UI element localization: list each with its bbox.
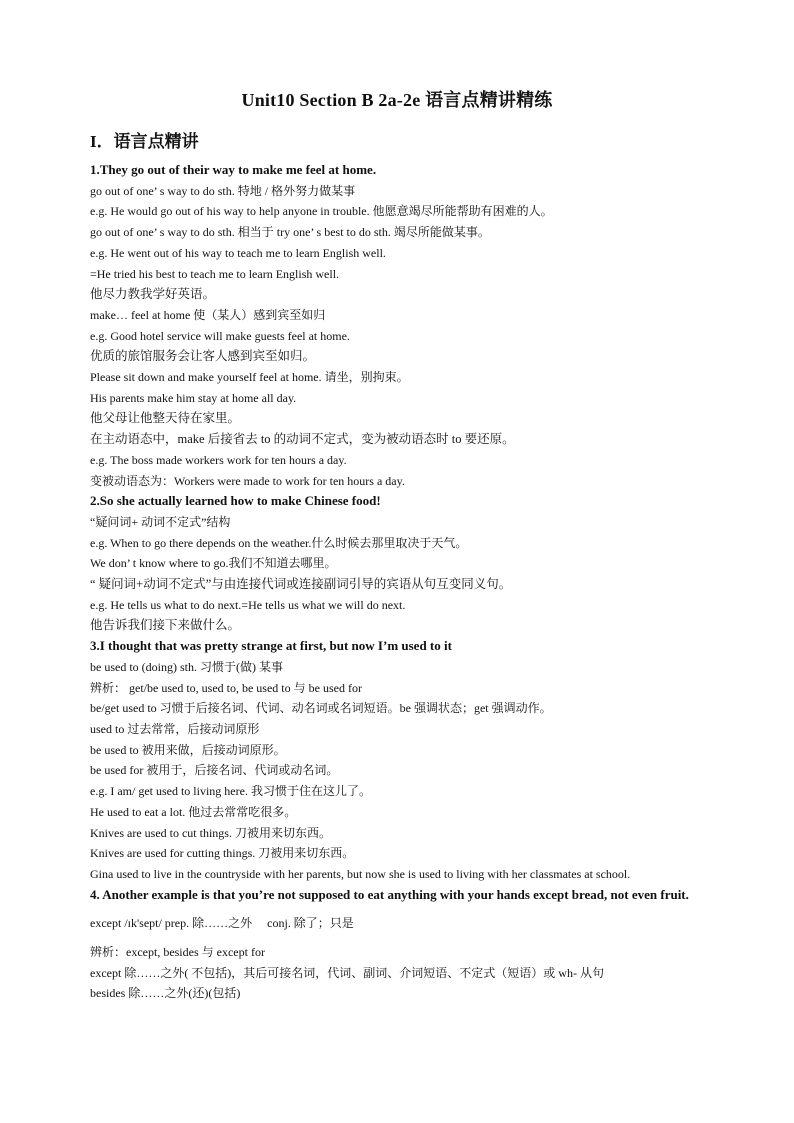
text-line: be used to 被用来做，后接动词原形。	[90, 742, 286, 757]
text-line: 优质的旅馆服务会让客人感到宾至如归。	[90, 349, 316, 364]
text-line: =He tried his best to teach me to learn English well.	[90, 266, 340, 281]
text-line: 他告诉我们接下来做什么。	[90, 618, 241, 633]
point-heading: 1.They go out of their way to make me feel at home.	[90, 162, 377, 177]
text-line: He used to eat a lot. 他过去常常吃很多。	[90, 804, 297, 819]
text-line: “ 疑问词+动词不定式”与由连接代词或连接副词引导的宾语从句互变同义句。	[90, 577, 512, 592]
text-line: besides 除……之外(还)(包括)	[90, 986, 241, 1001]
text-line: 辨析：except, besides 与 except for	[90, 945, 265, 960]
point-heading: 2.So she actually learned how to make Chinese food!	[90, 493, 381, 509]
point-heading: 3.I thought that was pretty strange at first, but now I’m used to it	[90, 638, 452, 654]
text-line: except /ɪk'sept/ prep. 除……之外 conj. 除了；只是	[90, 916, 354, 931]
text-line: e.g. The boss made workers work for ten hours a day.	[90, 452, 347, 467]
text-line: be used for 被用于，后接名词、代词或动名词。	[90, 763, 339, 778]
text-line: We don’ t know where to go.我们不知道去哪里。	[90, 556, 337, 571]
text-line: except 除……之外( 不包括)，其后可接名词，代词、副词、介词短语、不定式（短语）或 wh- 从句	[90, 965, 604, 980]
text-line: Knives are used for cutting things. 刀被用来切东西。	[90, 846, 355, 861]
text-line: Knives are used to cut things. 刀被用来切东西。	[90, 825, 331, 840]
spacer	[90, 934, 704, 942]
page-title: Unit10 Section B 2a-2e 语言点精讲精练	[241, 90, 553, 110]
text-line: e.g. I am/ get used to living here. 我习惯于住在这儿了。	[90, 784, 371, 799]
point-heading: 4. Another example is that you’re not supposed to eat anything with your hands except bread, not even fruit.	[90, 886, 689, 902]
text-line: Please sit down and make yourself feel at home. 请坐，别拘束。	[90, 370, 409, 385]
text-line: His parents make him stay at home all day.	[90, 390, 297, 405]
text-line: 他父母让他整天待在家里。	[90, 411, 241, 426]
section-heading: I．语言点精讲	[90, 132, 199, 151]
text-line: e.g. He tells us what to do next.=He tells us what we will do next.	[90, 597, 406, 612]
text-line: e.g. Good hotel service will make guests feel at home.	[90, 328, 350, 343]
text-line: go out of one’ s way to do sth. 相当于 try one’ s best to do sth. 竭尽所能做某事。	[90, 225, 490, 240]
text-line: 辨析： get/be used to, used to, be used to 与 be used for	[90, 680, 362, 695]
text-line: e.g. He went out of his way to teach me to learn English well.	[90, 245, 386, 260]
text-line: e.g. He would go out of his way to help anyone in trouble. 他愿意竭尽所能帮助有困难的人。	[90, 204, 553, 219]
text-line: make… feel at home 使（某人）感到宾至如归	[90, 307, 326, 322]
content-body	[90, 160, 704, 1004]
text-line: “疑问词+ 动词不定式”结构	[90, 514, 231, 529]
text-line: Gina used to live in the countryside with her parents, but now she is used to living with her classmates at school.	[90, 866, 631, 881]
text-line: 他尽力教我学好英语。	[90, 287, 216, 302]
text-line: 在主动语态中，make 后接省去 to 的动词不定式，变为被动语态时 to 要还原。	[90, 432, 515, 447]
text-line: used to 过去常常，后接动词原形	[90, 721, 260, 736]
text-line: 变被动语态为：Workers were made to work for ten hours a day.	[90, 473, 405, 488]
text-line: e.g. When to go there depends on the weather.什么时候去那里取决于天气。	[90, 535, 468, 550]
text-line: be used to (doing) sth. 习惯于(做) 某事	[90, 659, 283, 674]
spacer	[90, 905, 704, 913]
text-line: go out of one’ s way to do sth. 特地 / 格外努力做某事	[90, 183, 356, 198]
text-line: be/get used to 习惯于后接名词、代词、动名词或名词短语。be 强调状态；get 强调动作。	[90, 701, 552, 716]
